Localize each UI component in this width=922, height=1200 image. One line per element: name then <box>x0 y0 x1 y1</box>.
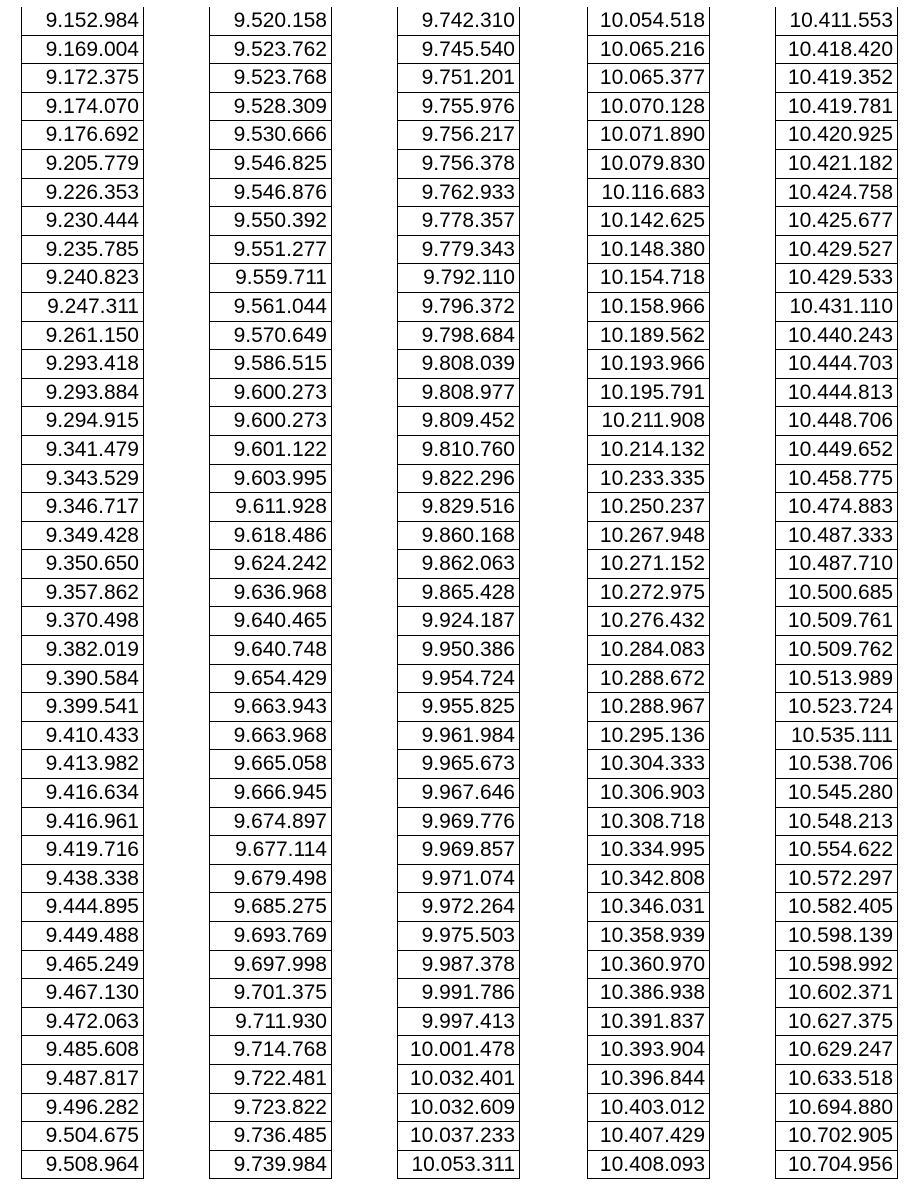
table-cell: 9.472.063 <box>22 1008 143 1037</box>
table-cell: 9.438.338 <box>22 865 143 894</box>
table-cell: 10.572.297 <box>776 865 897 894</box>
table-cell: 10.334.995 <box>588 836 709 865</box>
table-cell: 10.288.967 <box>588 693 709 722</box>
table-cell: 9.640.465 <box>210 607 331 636</box>
table-cell: 9.822.296 <box>398 465 519 494</box>
number-column-4 <box>587 7 710 1179</box>
table-cell: 9.382.019 <box>22 636 143 665</box>
table-cell: 9.693.769 <box>210 922 331 951</box>
table-cell: 9.860.168 <box>398 522 519 551</box>
table-cell: 9.416.961 <box>22 808 143 837</box>
table-cell: 10.272.975 <box>588 579 709 608</box>
table-cell: 9.349.428 <box>22 522 143 551</box>
table-cell: 10.408.093 <box>588 1151 709 1180</box>
table-cell: 9.559.711 <box>210 264 331 293</box>
table-cell: 9.152.984 <box>22 7 143 36</box>
table-cell: 10.702.905 <box>776 1122 897 1151</box>
table-cell: 10.386.938 <box>588 979 709 1008</box>
table-cell: 9.523.768 <box>210 64 331 93</box>
table-cell: 10.535.111 <box>776 722 897 751</box>
table-cell: 10.424.758 <box>776 179 897 208</box>
table-cell: 9.701.375 <box>210 979 331 1008</box>
table-cell: 9.685.275 <box>210 893 331 922</box>
table-cell: 9.496.282 <box>22 1094 143 1123</box>
table-cell: 10.421.182 <box>776 150 897 179</box>
table-cell: 9.950.386 <box>398 636 519 665</box>
table-cell: 9.663.943 <box>210 693 331 722</box>
table-cell: 10.448.706 <box>776 407 897 436</box>
table-cell: 10.154.718 <box>588 264 709 293</box>
table-cell: 9.172.375 <box>22 64 143 93</box>
table-cell: 9.798.684 <box>398 322 519 351</box>
table-cell: 9.343.529 <box>22 465 143 494</box>
table-cell: 9.779.343 <box>398 236 519 265</box>
table-cell: 9.449.488 <box>22 922 143 951</box>
table-cell: 10.474.883 <box>776 493 897 522</box>
table-cell: 9.487.817 <box>22 1065 143 1094</box>
table-cell: 9.975.503 <box>398 922 519 951</box>
table-cell: 10.346.031 <box>588 893 709 922</box>
table-cell: 9.357.862 <box>22 579 143 608</box>
table-cell: 9.736.485 <box>210 1122 331 1151</box>
table-cell: 10.487.333 <box>776 522 897 551</box>
table-cell: 9.350.650 <box>22 550 143 579</box>
table-cell: 9.570.649 <box>210 322 331 351</box>
table-cell: 9.809.452 <box>398 407 519 436</box>
table-cell: 9.603.995 <box>210 465 331 494</box>
table-cell: 9.739.984 <box>210 1151 331 1180</box>
table-cell: 9.965.673 <box>398 750 519 779</box>
table-cell: 10.053.311 <box>398 1151 519 1180</box>
table-cell: 9.722.481 <box>210 1065 331 1094</box>
table-cell: 10.429.533 <box>776 264 897 293</box>
table-cell: 9.611.928 <box>210 493 331 522</box>
table-cell: 9.674.897 <box>210 808 331 837</box>
table-cell: 10.509.762 <box>776 636 897 665</box>
table-cell: 10.358.939 <box>588 922 709 951</box>
table-cell: 10.425.677 <box>776 207 897 236</box>
table-cell: 9.972.264 <box>398 893 519 922</box>
table-cell: 10.116.683 <box>588 179 709 208</box>
table-cell: 9.551.277 <box>210 236 331 265</box>
table-cell: 9.346.717 <box>22 493 143 522</box>
table-cell: 9.711.930 <box>210 1008 331 1037</box>
table-cell: 10.633.518 <box>776 1065 897 1094</box>
table-cell: 10.065.216 <box>588 36 709 65</box>
table-cell: 10.214.132 <box>588 436 709 465</box>
table-cell: 9.796.372 <box>398 293 519 322</box>
table-cell: 9.640.748 <box>210 636 331 665</box>
table-cell: 9.230.444 <box>22 207 143 236</box>
table-cell: 10.444.813 <box>776 379 897 408</box>
table-cell: 9.624.242 <box>210 550 331 579</box>
table-cell: 9.666.945 <box>210 779 331 808</box>
table-cell: 9.600.273 <box>210 407 331 436</box>
table-cell: 10.694.880 <box>776 1094 897 1123</box>
table-cell: 10.487.710 <box>776 550 897 579</box>
table-cell: 9.523.762 <box>210 36 331 65</box>
table-cell: 10.054.518 <box>588 7 709 36</box>
table-cell: 9.955.825 <box>398 693 519 722</box>
table-cell: 10.419.781 <box>776 93 897 122</box>
table-cell: 10.429.527 <box>776 236 897 265</box>
table-cell: 9.240.823 <box>22 264 143 293</box>
table-cell: 10.142.625 <box>588 207 709 236</box>
table-cell: 9.226.353 <box>22 179 143 208</box>
table-cell: 9.810.760 <box>398 436 519 465</box>
table-cell: 10.158.966 <box>588 293 709 322</box>
table-cell: 9.561.044 <box>210 293 331 322</box>
table-cell: 9.600.273 <box>210 379 331 408</box>
table-cell: 9.636.968 <box>210 579 331 608</box>
table-cell: 10.079.830 <box>588 150 709 179</box>
table-cell: 9.755.976 <box>398 93 519 122</box>
table-cell: 9.742.310 <box>398 7 519 36</box>
table-cell: 10.598.139 <box>776 922 897 951</box>
table-cell: 9.399.541 <box>22 693 143 722</box>
table-cell: 9.778.357 <box>398 207 519 236</box>
number-column-3 <box>397 7 520 1179</box>
number-column-5 <box>775 7 898 1179</box>
table-cell: 9.792.110 <box>398 264 519 293</box>
table-cell: 9.294.915 <box>22 407 143 436</box>
table-cell: 10.295.136 <box>588 722 709 751</box>
table-cell: 10.602.371 <box>776 979 897 1008</box>
table-cell: 9.961.984 <box>398 722 519 751</box>
table-cell: 10.195.791 <box>588 379 709 408</box>
table-cell: 10.418.420 <box>776 36 897 65</box>
table-cell: 10.393.904 <box>588 1036 709 1065</box>
table-cell: 9.808.977 <box>398 379 519 408</box>
table-cell: 9.169.004 <box>22 36 143 65</box>
table-cell: 10.554.622 <box>776 836 897 865</box>
table-cell: 9.808.039 <box>398 350 519 379</box>
table-cell: 10.304.333 <box>588 750 709 779</box>
table-cell: 9.756.217 <box>398 121 519 150</box>
table-cell: 10.148.380 <box>588 236 709 265</box>
table-cell: 9.176.692 <box>22 121 143 150</box>
table-cell: 9.991.786 <box>398 979 519 1008</box>
table-cell: 9.762.933 <box>398 179 519 208</box>
table-cell: 9.969.857 <box>398 836 519 865</box>
table-cell: 10.271.152 <box>588 550 709 579</box>
table-cell: 9.419.716 <box>22 836 143 865</box>
table-cell: 9.679.498 <box>210 865 331 894</box>
table-cell: 10.284.083 <box>588 636 709 665</box>
table-cell: 10.391.837 <box>588 1008 709 1037</box>
table-cell: 10.440.243 <box>776 322 897 351</box>
table-cell: 10.420.925 <box>776 121 897 150</box>
table-cell: 10.523.724 <box>776 693 897 722</box>
table-cell: 10.360.970 <box>588 951 709 980</box>
table-cell: 9.954.724 <box>398 665 519 694</box>
table-cell: 9.410.433 <box>22 722 143 751</box>
table-cell: 10.704.956 <box>776 1151 897 1180</box>
table-cell: 9.413.982 <box>22 750 143 779</box>
table-cell: 10.403.012 <box>588 1094 709 1123</box>
table-cell: 10.267.948 <box>588 522 709 551</box>
table-cell: 10.037.233 <box>398 1122 519 1151</box>
table-cell: 10.629.247 <box>776 1036 897 1065</box>
table-cell: 9.924.187 <box>398 607 519 636</box>
table-cell: 10.444.703 <box>776 350 897 379</box>
table-cell: 10.431.110 <box>776 293 897 322</box>
table-cell: 9.663.968 <box>210 722 331 751</box>
table-cell: 9.601.122 <box>210 436 331 465</box>
table-cell: 10.449.652 <box>776 436 897 465</box>
table-cell: 10.276.432 <box>588 607 709 636</box>
table-cell: 9.714.768 <box>210 1036 331 1065</box>
table-cell: 9.465.249 <box>22 951 143 980</box>
table-cell: 10.500.685 <box>776 579 897 608</box>
table-cell: 10.250.237 <box>588 493 709 522</box>
table-cell: 9.390.584 <box>22 665 143 694</box>
table-cell: 10.598.992 <box>776 951 897 980</box>
table-cell: 10.582.405 <box>776 893 897 922</box>
table-cell: 10.509.761 <box>776 607 897 636</box>
table-cell: 10.538.706 <box>776 750 897 779</box>
table-cell: 10.288.672 <box>588 665 709 694</box>
table-cell: 9.235.785 <box>22 236 143 265</box>
table-cell: 9.247.311 <box>22 293 143 322</box>
table-cell: 9.550.392 <box>210 207 331 236</box>
table-cell: 10.458.775 <box>776 465 897 494</box>
table-cell: 9.987.378 <box>398 951 519 980</box>
table-cell: 10.211.908 <box>588 407 709 436</box>
table-cell: 10.548.213 <box>776 808 897 837</box>
table-cell: 10.070.128 <box>588 93 709 122</box>
table-cell: 9.829.516 <box>398 493 519 522</box>
table-cell: 9.508.964 <box>22 1151 143 1180</box>
table-cell: 10.396.844 <box>588 1065 709 1094</box>
table-cell: 9.174.070 <box>22 93 143 122</box>
table-cell: 9.546.876 <box>210 179 331 208</box>
table-cell: 9.293.418 <box>22 350 143 379</box>
table-cell: 10.308.718 <box>588 808 709 837</box>
table-cell: 10.071.890 <box>588 121 709 150</box>
table-cell: 9.969.776 <box>398 808 519 837</box>
table-cell: 9.997.413 <box>398 1008 519 1037</box>
table-cell: 10.513.989 <box>776 665 897 694</box>
table-cell: 9.677.114 <box>210 836 331 865</box>
table-cell: 9.756.378 <box>398 150 519 179</box>
table-cell: 9.530.666 <box>210 121 331 150</box>
table-cell: 9.971.074 <box>398 865 519 894</box>
table-cell: 9.697.998 <box>210 951 331 980</box>
table-cell: 10.189.562 <box>588 322 709 351</box>
table-cell: 9.444.895 <box>22 893 143 922</box>
table-cell: 9.341.479 <box>22 436 143 465</box>
table-cell: 9.665.058 <box>210 750 331 779</box>
number-column-1 <box>21 7 144 1179</box>
table-cell: 10.032.401 <box>398 1065 519 1094</box>
table-cell: 9.862.063 <box>398 550 519 579</box>
table-cell: 9.618.486 <box>210 522 331 551</box>
table-cell: 9.520.158 <box>210 7 331 36</box>
table-cell: 9.293.884 <box>22 379 143 408</box>
table-cell: 10.627.375 <box>776 1008 897 1037</box>
table-cell: 9.504.675 <box>22 1122 143 1151</box>
number-column-2 <box>209 7 332 1179</box>
table-cell: 9.528.309 <box>210 93 331 122</box>
table-cell: 10.411.553 <box>776 7 897 36</box>
table-cell: 9.261.150 <box>22 322 143 351</box>
table-cell: 9.205.779 <box>22 150 143 179</box>
table-cell: 9.467.130 <box>22 979 143 1008</box>
table-cell: 10.032.609 <box>398 1094 519 1123</box>
table-cell: 9.745.540 <box>398 36 519 65</box>
table-cell: 10.545.280 <box>776 779 897 808</box>
table-cell: 9.751.201 <box>398 64 519 93</box>
table-cell: 10.306.903 <box>588 779 709 808</box>
table-cell: 9.416.634 <box>22 779 143 808</box>
table-cell: 10.342.808 <box>588 865 709 894</box>
table-cell: 10.065.377 <box>588 64 709 93</box>
table-cell: 9.865.428 <box>398 579 519 608</box>
table-cell: 9.485.608 <box>22 1036 143 1065</box>
table-cell: 9.586.515 <box>210 350 331 379</box>
table-cell: 9.546.825 <box>210 150 331 179</box>
table-cell: 10.193.966 <box>588 350 709 379</box>
table-cell: 9.370.498 <box>22 607 143 636</box>
table-cell: 9.654.429 <box>210 665 331 694</box>
table-cell: 10.407.429 <box>588 1122 709 1151</box>
table-cell: 10.419.352 <box>776 64 897 93</box>
table-cell: 9.723.822 <box>210 1094 331 1123</box>
table-cell: 9.967.646 <box>398 779 519 808</box>
table-cell: 10.233.335 <box>588 465 709 494</box>
table-cell: 10.001.478 <box>398 1036 519 1065</box>
